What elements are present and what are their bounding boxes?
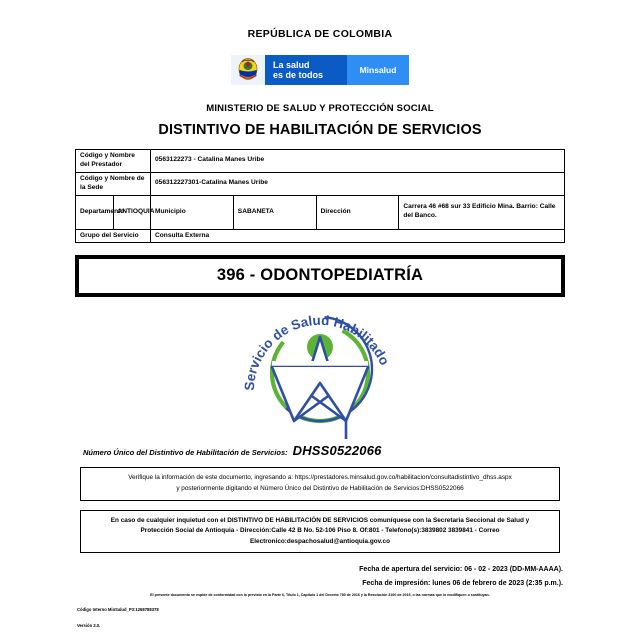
provider-label: Código y Nombre del Prestador: [76, 150, 151, 173]
table-row-location: [76, 195, 565, 229]
address-label: Dirección: [316, 195, 399, 229]
municipality-label: Municipio: [151, 195, 234, 229]
unique-number-value: DHSS0522066: [292, 443, 382, 459]
minsalud-logo: [0, 55, 640, 85]
verification-box: [80, 467, 560, 500]
print-date: Fecha de impresión: lunes 06 de febrero de 2023 (2:35 p.m.).: [362, 579, 563, 587]
logo-slogan-line2: es de todos: [273, 70, 324, 80]
logo-container: [231, 55, 409, 85]
distintivo-habilitacion-document: [0, 28, 640, 640]
provider-info-table: [75, 149, 565, 243]
verification-line-1: Verifique la información de este documento, ingresando a: https://prestadores.minsalud.gov.co/habilitacion/consultadistintivo_dhss.aspx: [128, 474, 512, 482]
country-title: REPÚBLICA DE COLOMBIA: [247, 28, 393, 40]
site-label: Código y Nombre de la Sede: [76, 172, 151, 195]
ministry-name: MINISTERIO DE SALUD Y PROTECCIÓN SOCIAL: [206, 103, 434, 114]
service-banner: [75, 255, 565, 297]
logo-slogan-line1: La salud: [273, 59, 310, 70]
logo-slogan: [265, 55, 347, 85]
municipality-value: SABANETA: [233, 195, 316, 229]
address-value: Carrera 46 #68 sur 33 Edificio Mina. Barrio: Calle del Banco.: [399, 195, 565, 229]
table-row-site: [76, 172, 565, 195]
contact-line-1: En caso de cualquier inquietud con el DISTINTIVO DE HABILITACIÓN DE SERVICIOS comuníquese con la Secretaria Seccional de Salud y: [110, 516, 530, 524]
contact-line-2: Protección Social de Antioquia - Dirección:Calle 42 B No. 52-106 Piso 8. Of:801 - Telefono(s):3839802 3839841 - Correo: [140, 527, 500, 535]
unique-number-line: [75, 443, 565, 458]
contact-box: [80, 510, 560, 554]
table-row-provider: [76, 150, 565, 173]
legal-disclaimer: El presente documento se expide de conformidad con lo previsto en la Parte 6, Título 1, Capítulo 1 del Decreto 780 de 2016 y la Resolución 3100 de 2019, o las normas que lo modifiquen o sustituyan.: [150, 592, 490, 597]
logo-minsalud-label: Minsalud: [347, 55, 409, 85]
site-value: 056312227301-Catalina Manes Uribe: [151, 172, 565, 195]
bottom-codes: [75, 608, 565, 628]
opening-date: Fecha de apertura del servicio: 06 - 02 - 2023 (DD-MM-AAAA).: [359, 566, 563, 574]
seal-text: Servicio de Salud Habilitado: [241, 313, 393, 392]
service-group-value: Consulta Externa: [151, 229, 565, 243]
footer-dates: [75, 563, 565, 590]
contact-line-3: Electronico:despachosalud@antioquia.gov.co: [250, 537, 390, 545]
version-label: Versión 3.0.: [77, 622, 101, 628]
habilitado-seal: [0, 303, 640, 441]
verification-line-2: y posteriormente digitando el Número Único del Distintivo de Habilitación de Servicios:DHSS0522066: [176, 485, 464, 493]
table-row-service-group: [76, 229, 565, 243]
seal-graphic: [232, 303, 408, 441]
department-value: ANTIOQUIA: [113, 195, 151, 229]
internal-code: Código Interno MinSalud_P3:1268788378: [77, 606, 159, 612]
document-title: DISTINTIVO DE HABILITACIÓN DE SERVICIOS: [158, 122, 482, 138]
service-group-label: Grupo del Servicio: [76, 229, 151, 243]
unique-number-label: Número Único del Distintivo de Habilitación de Servicios:: [83, 448, 288, 458]
colombia-coat-of-arms-icon: [231, 55, 265, 85]
service-banner-text: 396 - ODONTOPEDIATRÍA: [216, 266, 424, 285]
provider-value: 0563122273 - Catalina Manes Uribe: [151, 150, 565, 173]
department-label: Departamento: [76, 195, 114, 229]
